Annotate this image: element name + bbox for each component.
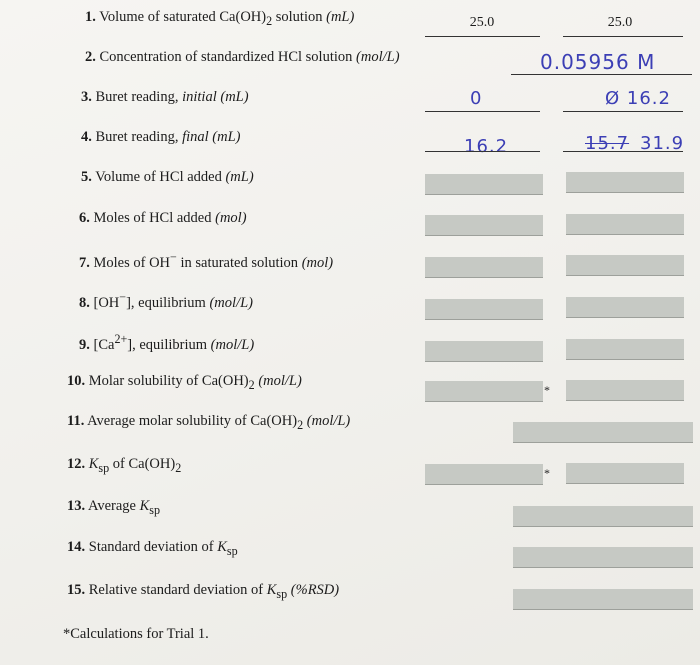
label-text: Volume of saturated Ca(OH) bbox=[99, 9, 267, 25]
label-text: ], equilibrium bbox=[126, 294, 210, 311]
trial1-asterisk: * bbox=[544, 466, 550, 480]
label-unit: (mL) bbox=[220, 89, 249, 105]
question-number: 4. bbox=[81, 129, 92, 145]
question-label bbox=[81, 89, 249, 106]
trial1-asterisk: * bbox=[544, 383, 550, 397]
question-label bbox=[79, 250, 333, 272]
hcl-concentration: 0.05956 M bbox=[540, 50, 656, 74]
answer-cell[interactable] bbox=[425, 299, 543, 320]
label-subscript: 2 bbox=[266, 13, 273, 28]
label-text: [Ca bbox=[93, 336, 115, 353]
question-label bbox=[85, 9, 354, 29]
label-subscript: sp bbox=[226, 543, 238, 558]
label-unit: (mol/L) bbox=[306, 413, 351, 429]
question-number: 14. bbox=[67, 539, 86, 555]
question-label bbox=[67, 413, 350, 433]
label-text: Moles of OH bbox=[93, 254, 171, 271]
question-label bbox=[85, 49, 400, 66]
question-number: 2. bbox=[85, 49, 96, 65]
label-unit: (mol/L) bbox=[258, 373, 302, 389]
question-label bbox=[67, 456, 181, 476]
final-trial2: 31.9 bbox=[640, 133, 685, 154]
answer-line bbox=[425, 36, 540, 37]
question-number: 15. bbox=[67, 582, 86, 598]
answer-line bbox=[563, 111, 683, 112]
label-unit: (mL) bbox=[225, 169, 254, 185]
answer-line bbox=[511, 74, 692, 75]
label-italic: K bbox=[88, 456, 99, 472]
question-label bbox=[67, 498, 160, 518]
answer-cell[interactable] bbox=[513, 589, 693, 610]
label-subscript: 2 bbox=[248, 377, 255, 392]
label-italic: initial bbox=[182, 89, 217, 105]
answer-cell[interactable] bbox=[566, 297, 684, 318]
question-number: 6. bbox=[79, 210, 90, 226]
label-subscript: sp bbox=[149, 502, 161, 517]
question-label bbox=[79, 332, 254, 354]
volume-trial1: 25.0 bbox=[469, 15, 495, 30]
question-number: 13. bbox=[67, 498, 86, 514]
question-number: 3. bbox=[81, 89, 92, 105]
question-label bbox=[67, 582, 339, 602]
question-number: 7. bbox=[79, 254, 90, 271]
final-trial2-crossed: 15.7 bbox=[585, 133, 630, 154]
label-italic: K bbox=[266, 582, 277, 598]
answer-cell[interactable] bbox=[513, 547, 693, 568]
answer-cell[interactable] bbox=[566, 172, 684, 193]
initial-trial2: Ø 16.2 bbox=[605, 88, 671, 109]
final-trial1: 16.2 bbox=[464, 136, 509, 157]
label-text: Average bbox=[87, 498, 140, 514]
answer-line bbox=[425, 111, 540, 112]
label-text: Concentration of standardized HCl solution bbox=[99, 49, 357, 65]
label-text: Moles of HCl added bbox=[93, 210, 216, 226]
answer-line bbox=[563, 36, 683, 37]
volume-trial2: 25.0 bbox=[607, 15, 633, 30]
label-subscript: sp bbox=[98, 460, 110, 475]
initial-trial1: 0 bbox=[470, 88, 483, 109]
label-superscript: − bbox=[119, 290, 127, 304]
question-label bbox=[67, 373, 302, 393]
label-unit: (mol) bbox=[215, 210, 247, 226]
answer-cell[interactable] bbox=[513, 506, 693, 527]
answer-line bbox=[563, 151, 683, 152]
question-number: 9. bbox=[79, 336, 90, 353]
question-label bbox=[81, 129, 241, 146]
label-unit: (mL) bbox=[212, 129, 241, 145]
answer-cell[interactable] bbox=[566, 463, 684, 484]
label-text: of Ca(OH) bbox=[109, 456, 176, 472]
footnote: *Calculations for Trial 1. bbox=[63, 626, 209, 642]
label-unit: (mol/L) bbox=[210, 336, 255, 353]
question-label bbox=[67, 539, 238, 559]
label-text: Buret reading, bbox=[95, 129, 183, 145]
label-text: Relative standard deviation of bbox=[88, 582, 267, 598]
label-subscript: 2 bbox=[175, 460, 182, 475]
label-text: ], equilibrium bbox=[127, 336, 211, 353]
label-unit: (mL) bbox=[326, 9, 355, 25]
question-number: 12. bbox=[67, 456, 86, 472]
answer-cell[interactable] bbox=[425, 215, 543, 236]
answer-cell[interactable] bbox=[425, 174, 543, 195]
answer-cell[interactable] bbox=[566, 380, 684, 401]
label-text: Buret reading, bbox=[95, 89, 183, 105]
question-number: 11. bbox=[67, 413, 85, 429]
answer-cell[interactable] bbox=[566, 214, 684, 235]
question-number: 1. bbox=[85, 9, 96, 25]
question-label bbox=[79, 290, 253, 312]
label-unit: (mol/L) bbox=[356, 49, 400, 65]
label-superscript: − bbox=[170, 250, 177, 264]
question-label bbox=[79, 210, 247, 227]
label-italic: final bbox=[182, 129, 209, 145]
answer-cell[interactable] bbox=[513, 422, 693, 443]
label-text: in saturated solution bbox=[176, 254, 302, 271]
label-superscript: 2+ bbox=[114, 332, 128, 346]
label-subscript: sp bbox=[276, 586, 288, 601]
answer-cell[interactable] bbox=[425, 381, 543, 402]
answer-cell[interactable] bbox=[425, 341, 543, 362]
label-unit: (mol) bbox=[301, 254, 334, 271]
question-number: 10. bbox=[67, 373, 86, 389]
label-italic: K bbox=[139, 498, 150, 514]
label-subscript: 2 bbox=[297, 417, 304, 432]
label-text: Standard deviation of bbox=[88, 539, 218, 555]
label-italic: K bbox=[217, 539, 227, 555]
question-label bbox=[81, 169, 254, 186]
label-text: Volume of HCl added bbox=[95, 169, 226, 185]
answer-cell[interactable] bbox=[566, 339, 684, 360]
label-unit: (%RSD) bbox=[290, 582, 340, 598]
label-text: [OH bbox=[93, 294, 120, 311]
question-number: 5. bbox=[81, 169, 92, 185]
label-text: solution bbox=[272, 9, 327, 25]
answer-cell[interactable] bbox=[425, 257, 543, 278]
answer-cell[interactable] bbox=[566, 255, 684, 276]
question-number: 8. bbox=[79, 294, 90, 311]
label-unit: (mol/L) bbox=[209, 294, 253, 311]
label-text: Average molar solubility of Ca(OH) bbox=[87, 413, 298, 429]
answer-cell[interactable] bbox=[425, 464, 543, 485]
answer-line bbox=[425, 151, 540, 152]
label-text: Molar solubility of Ca(OH) bbox=[88, 373, 249, 389]
